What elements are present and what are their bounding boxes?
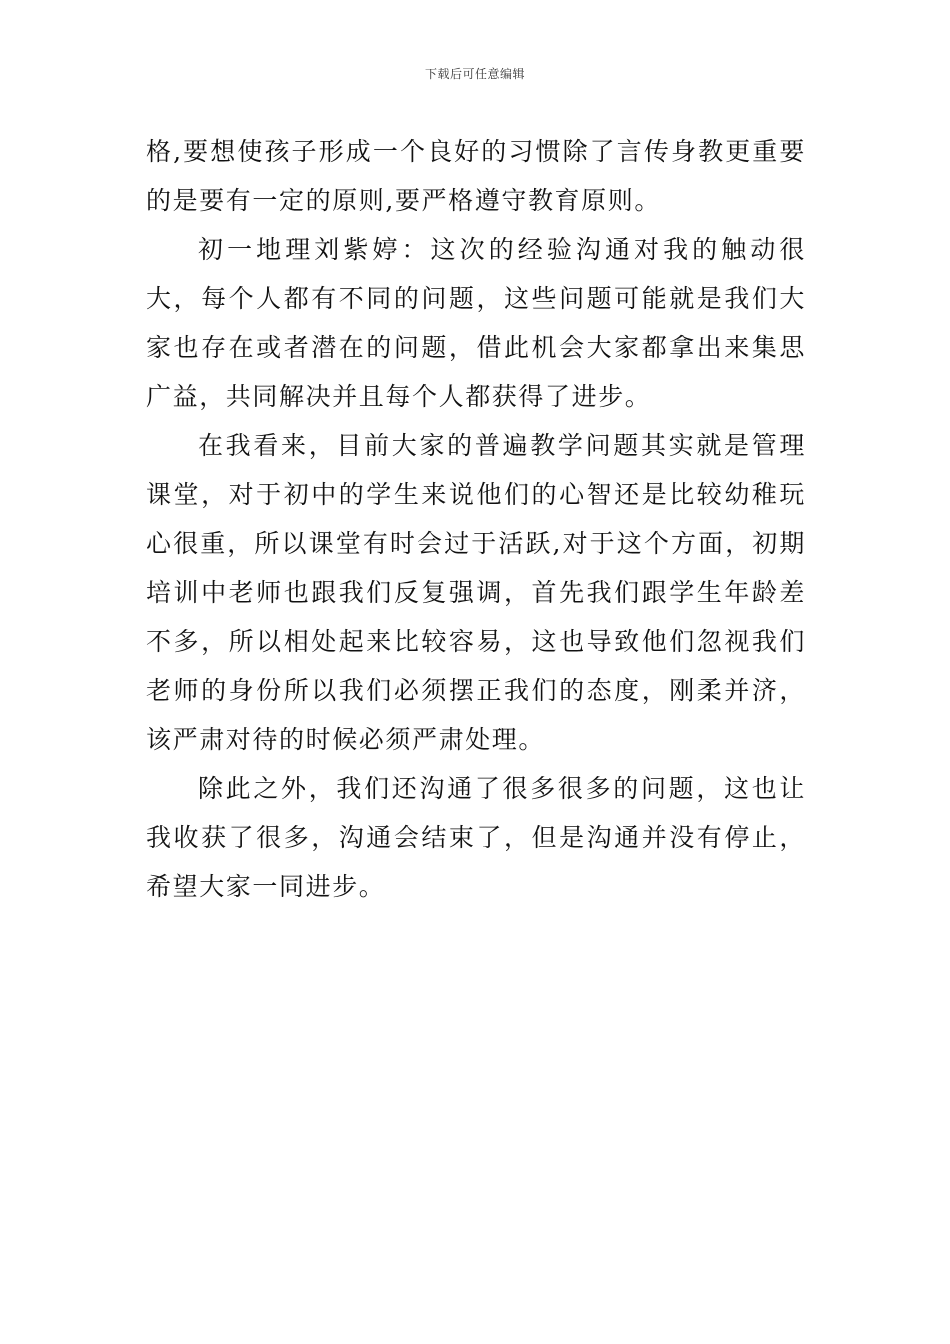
paragraph-conclusion: 除此之外，我们还沟通了很多很多的问题，这也让我收获了很多，沟通会结束了，但是沟通并没有停止，希望大家一同进步。 (146, 774, 806, 901)
page-header: 下载后可任意编辑 (424, 67, 525, 81)
paragraph-classroom-management: 在我看来，目前大家的普遍教学问题其实就是管理课堂，对于初中的学生来说他们的心智还是比较幼稚玩心很重，所以课堂有时会过于活跃,对于这个方面，初期培训中老师也跟我们反复强调，首先我们跟学生年龄差不多，所以相处起来比较容易，这也导致他们忽视我们老师的身份所以我们必须摆正我们的态度，刚柔并济，该严肃对待的时候必须严肃处理。 (146, 431, 806, 754)
paragraph-liu-ziting: 初一地理刘紫婷：这次的经验沟通对我的触动很大，每个人都有不同的问题，这些问题可能就是我们大家也存在或者潜在的问题，借此机会大家都拿出来集思广益，共同解决并且每个人都获得了进步。 (146, 235, 806, 411)
paragraph-continuation: 格,要想使孩子形成一个良好的习惯除了言传身教更重要的是要有一定的原则,要严格遵守教育原则。 (146, 137, 806, 215)
document-body (146, 127, 806, 911)
